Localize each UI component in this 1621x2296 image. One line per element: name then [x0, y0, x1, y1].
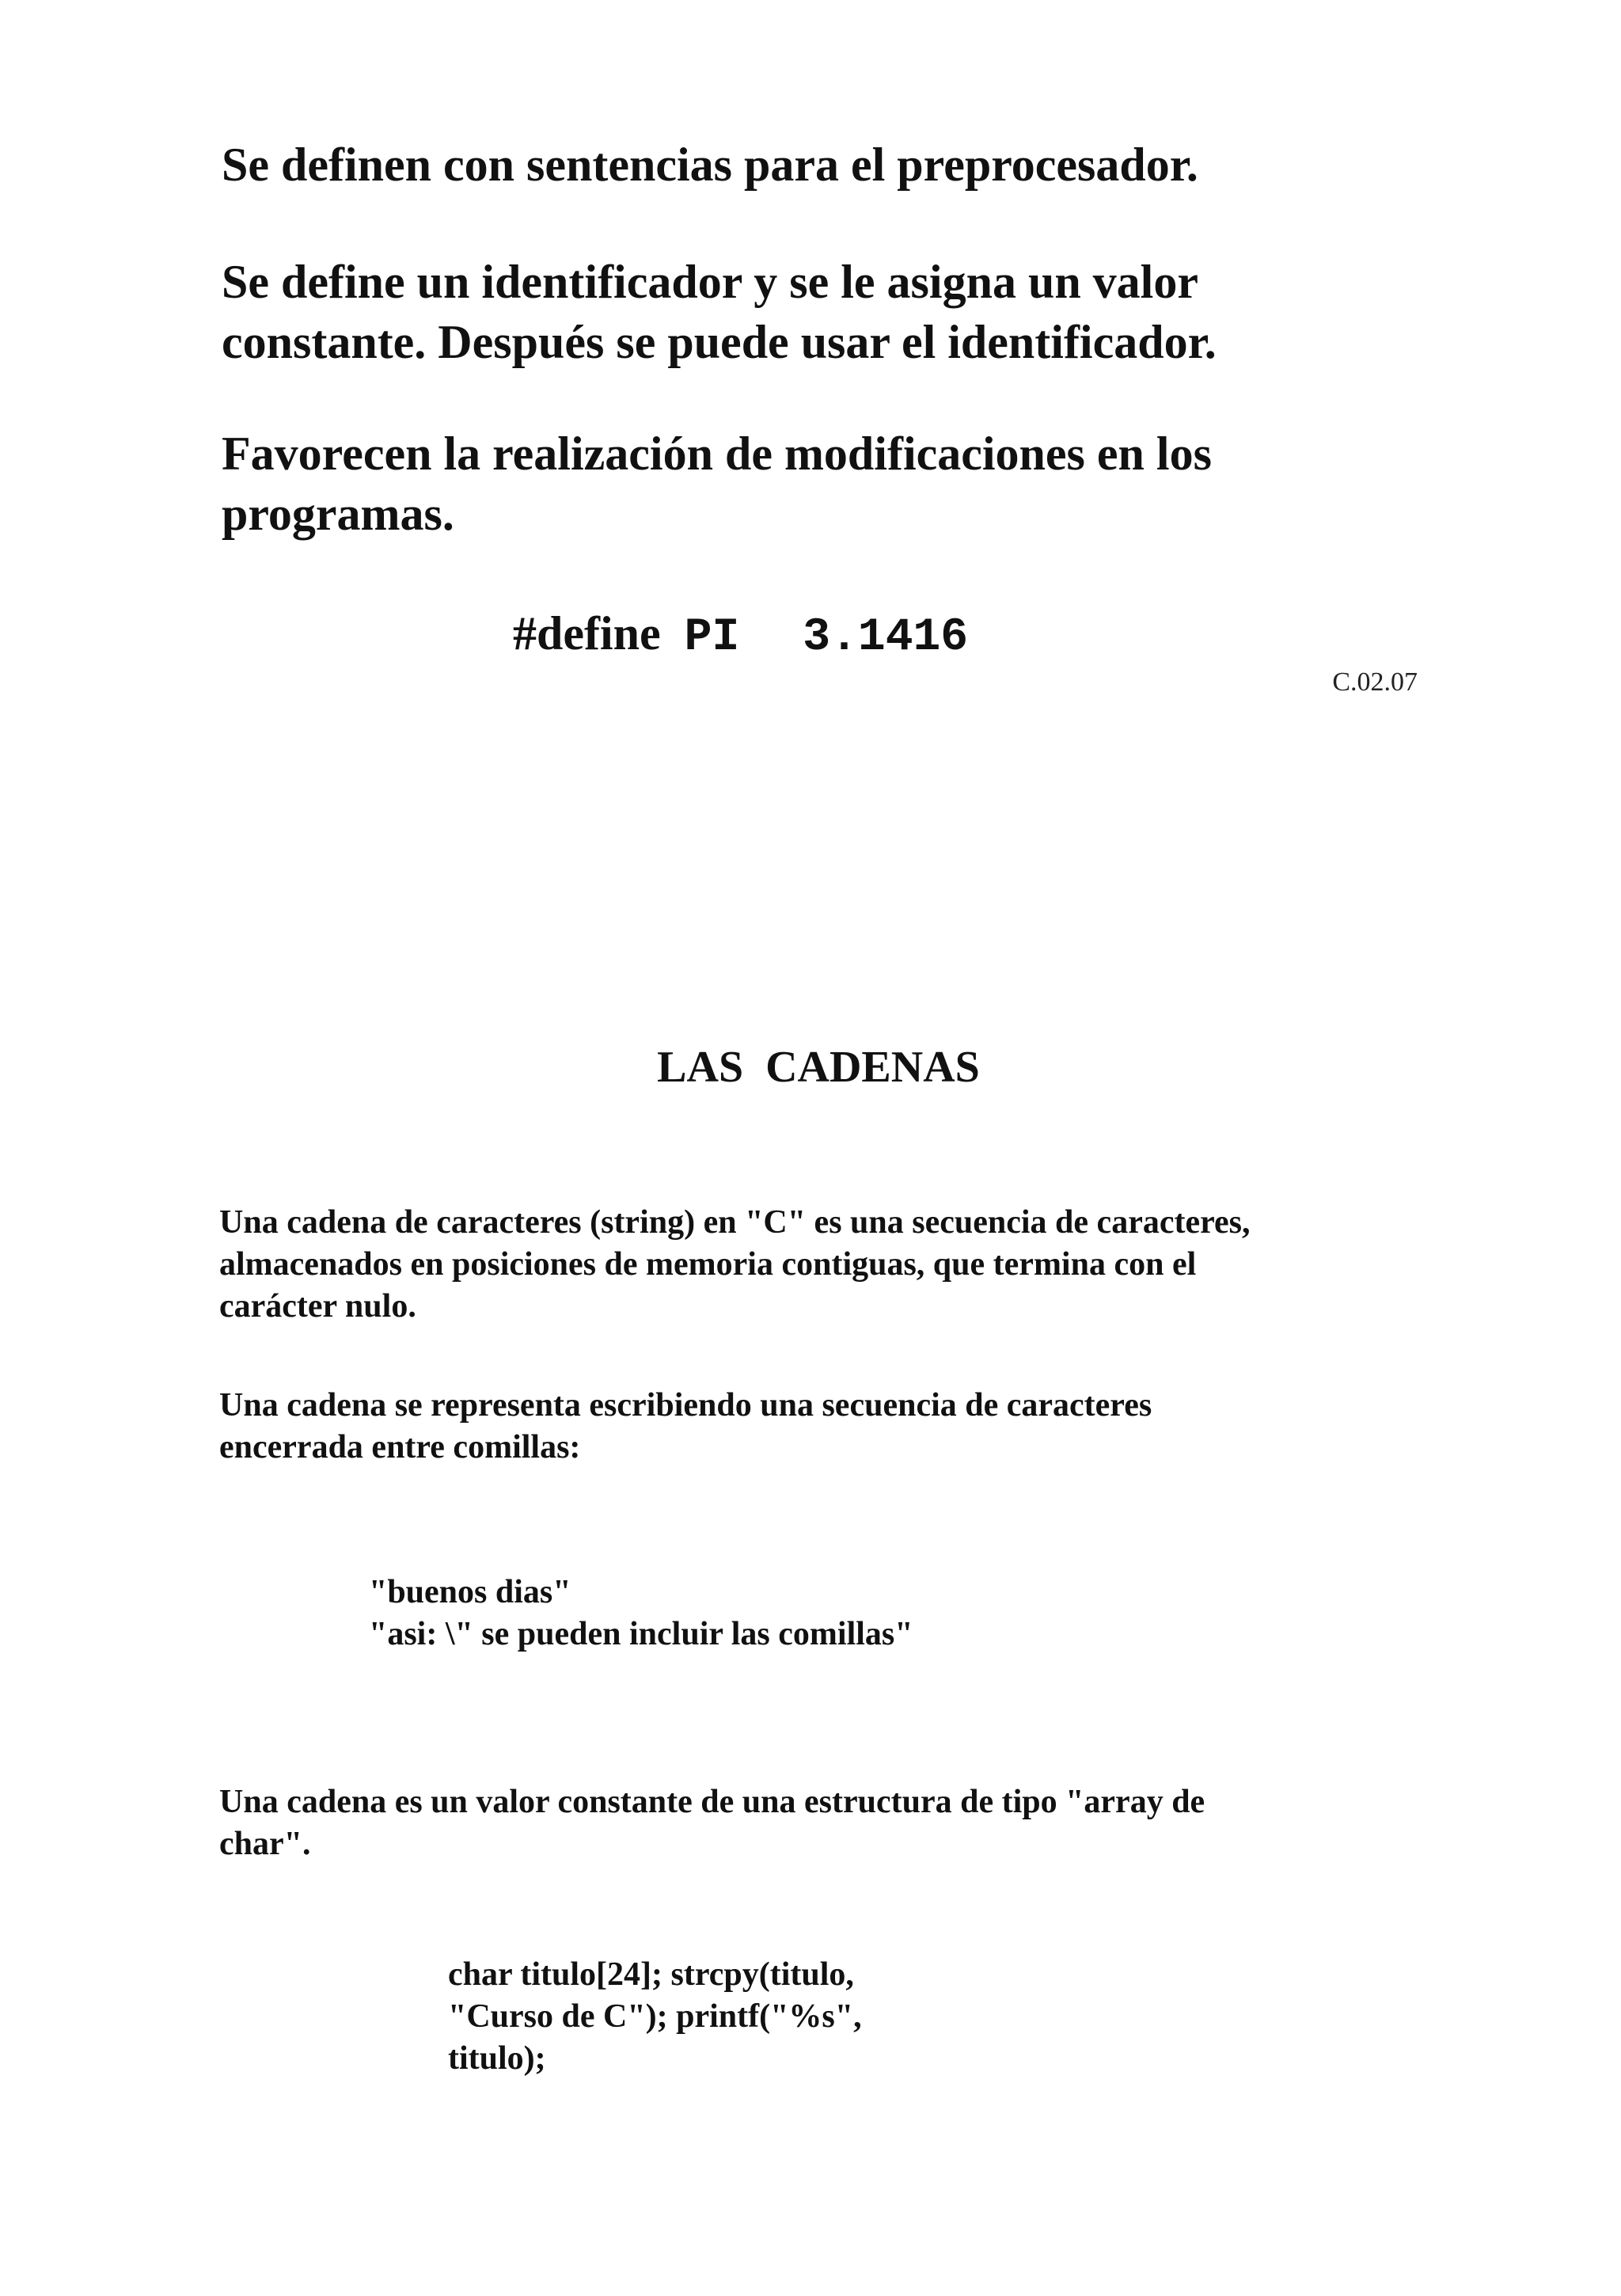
text-line: carácter nulo.: [219, 1288, 416, 1325]
text-line: Favorecen la realización de modificaciones en los: [222, 428, 1212, 480]
string-example: "asi: \" se pueden incluir las comillas": [369, 1616, 913, 1652]
text-line: constante. Después se puede usar el identificador.: [222, 316, 1217, 368]
string-examples: [369, 1572, 913, 1655]
define-value: 3.1416: [803, 612, 969, 663]
text-line: Una cadena de caracteres (string) en "C" es una secuencia de caracteres,: [219, 1204, 1251, 1241]
code-line: char titulo[24]; strcpy(titulo,: [448, 1956, 854, 1993]
paragraph-array-of-char: [219, 1781, 1205, 1865]
text-line: Se definen con sentencias para el preprocesador.: [222, 139, 1198, 191]
text-line: programas.: [222, 488, 454, 540]
define-example: [513, 603, 968, 668]
paragraph-modifications: [222, 424, 1212, 544]
text-line: Una cadena es un valor constante de una estructura de tipo "array de: [219, 1784, 1205, 1820]
text-line: encerrada entre comillas:: [219, 1429, 581, 1465]
paragraph-string-representation: [219, 1385, 1152, 1469]
define-name: PI: [684, 612, 740, 663]
paragraph-string-definition: [219, 1202, 1250, 1328]
section-title: LAS CADENAS: [657, 1043, 980, 1092]
page-code: C.02.07: [1332, 667, 1418, 697]
code-example: [448, 1954, 862, 2080]
paragraph-preprocessor: [222, 135, 1198, 195]
text-line: char".: [219, 1826, 311, 1862]
paragraph-identifier: [222, 252, 1217, 372]
define-keyword: #define: [513, 607, 661, 660]
text-line: almacenados en posiciones de memoria contiguas, que termina con el: [219, 1246, 1197, 1283]
text-line: Se define un identificador y se le asigna un valor: [222, 256, 1198, 308]
text-line: Una cadena se representa escribiendo una secuencia de caracteres: [219, 1387, 1152, 1424]
string-example: "buenos dias": [369, 1574, 571, 1610]
code-line: titulo);: [448, 2040, 546, 2077]
code-line: "Curso de C"); printf("%s",: [448, 1998, 862, 2035]
